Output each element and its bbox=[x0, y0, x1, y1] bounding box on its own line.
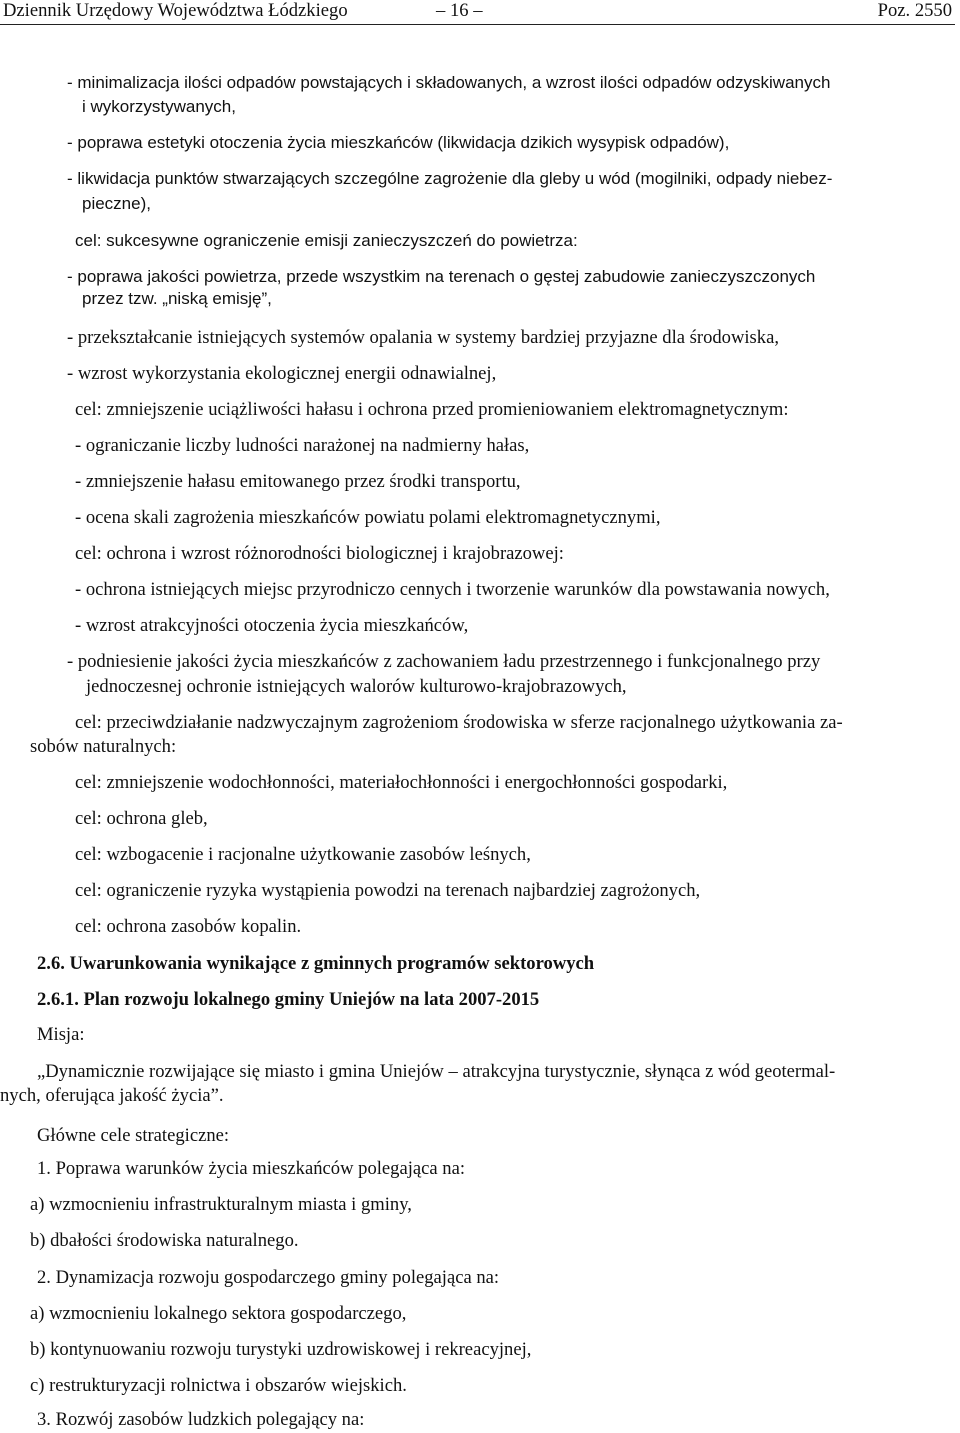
text-line: b) kontynuowaniu rozwoju turystyki uzdrowiskowej i rekreacyjnej, bbox=[30, 1339, 532, 1360]
text-line: Misja: bbox=[37, 1024, 85, 1045]
text-line: jednoczesnej ochronie istniejących walorów kulturowo-krajobrazowych, bbox=[86, 676, 627, 697]
text-line: - wzrost wykorzystania ekologicznej energii odnawialnej, bbox=[67, 363, 497, 384]
subsection-heading: 2.6.1. Plan rozwoju lokalnego gminy Uniejów na lata 2007-2015 bbox=[37, 989, 540, 1010]
text-line: - przekształcanie istniejących systemów opalania w systemy bardziej przyjazne dla środowiska, bbox=[67, 327, 779, 348]
text-line: - podniesienie jakości życia mieszkańców z zachowaniem ładu przestrzennego i funkcjonalnego przy bbox=[67, 651, 821, 672]
text-line: - poprawa estetyki otoczenia życia mieszkańców (likwidacja dzikich wysypisk odpadów), bbox=[67, 133, 730, 152]
header-rule bbox=[0, 24, 955, 25]
text-line: cel: ochrona zasobów kopalin. bbox=[75, 916, 302, 937]
text-line: Główne cele strategiczne: bbox=[37, 1125, 230, 1146]
text-line: - wzrost atrakcyjności otoczenia życia mieszkańców, bbox=[75, 615, 469, 636]
section-heading: 2.6. Uwarunkowania wynikające z gminnych programów sektorowych bbox=[37, 953, 595, 974]
text-line: cel: przeciwdziałanie nadzwyczajnym zagrożeniom środowiska w sferze racjonalnego użytkowania za- bbox=[75, 712, 843, 733]
text-line: sobów naturalnych: bbox=[30, 736, 177, 757]
text-line: - likwidacja punktów stwarzających szczególne zagrożenie dla gleby u wód (mogilniki, odpady niebez- bbox=[67, 169, 833, 188]
text-line: 3. Rozwój zasobów ludzkich polegający na: bbox=[37, 1409, 365, 1430]
text-line: cel: ograniczenie ryzyka wystąpienia powodzi na terenach najbardziej zagrożonych, bbox=[75, 880, 701, 901]
text-line: „Dynamicznie rozwijające się miasto i gmina Uniejów – atrakcyjna turystycznie, słynąca z wód geotermal- bbox=[37, 1061, 836, 1082]
page-number: – 16 – bbox=[436, 0, 483, 21]
position-number: Poz. 2550 bbox=[877, 0, 952, 21]
text-line: cel: zmniejszenie wodochłonności, materiałochłonności i energochłonności gospodarki, bbox=[75, 772, 728, 793]
journal-title: Dziennik Urzędowy Województwa Łódzkiego bbox=[3, 0, 348, 21]
text-line: nych, oferująca jakość życia”. bbox=[0, 1085, 224, 1106]
text-line: - zmniejszenie hałasu emitowanego przez środki transportu, bbox=[75, 471, 521, 492]
text-line: - minimalizacja ilości odpadów powstających i składowanych, a wzrost ilości odpadów odzyskiwanych bbox=[67, 73, 831, 92]
text-line: - ocena skali zagrożenia mieszkańców powiatu polami elektromagnetycznymi, bbox=[75, 507, 661, 528]
text-line: cel: ochrona gleb, bbox=[75, 808, 208, 829]
text-line: pieczne), bbox=[82, 194, 151, 213]
text-line: cel: wzbogacenie i racjonalne użytkowanie zasobów leśnych, bbox=[75, 844, 531, 865]
text-line: c) restrukturyzacji rolnictwa i obszarów wiejskich. bbox=[30, 1375, 407, 1396]
text-line: - ochrona istniejących miejsc przyrodniczo cennych i tworzenie warunków dla powstawania nowych, bbox=[75, 579, 830, 600]
text-line: - poprawa jakości powietrza, przede wszystkim na terenach o gęstej zabudowie zanieczyszczonych bbox=[67, 267, 816, 286]
text-line: a) wzmocnieniu lokalnego sektora gospodarczego, bbox=[30, 1303, 407, 1324]
text-line: - ograniczanie liczby ludności narażonej na nadmierny hałas, bbox=[75, 435, 530, 456]
text-line: cel: sukcesywne ograniczenie emisji zanieczyszczeń do powietrza: bbox=[75, 231, 578, 250]
text-line: a) wzmocnieniu infrastrukturalnym miasta i gminy, bbox=[30, 1194, 412, 1215]
text-line: i wykorzystywanych, bbox=[82, 97, 236, 116]
text-line: 2. Dynamizacja rozwoju gospodarczego gminy polegająca na: bbox=[37, 1267, 500, 1288]
text-line: cel: ochrona i wzrost różnorodności biologicznej i krajobrazowej: bbox=[75, 543, 564, 564]
text-line: przez tzw. „niską emisję”, bbox=[82, 289, 272, 308]
text-line: 1. Poprawa warunków życia mieszkańców polegająca na: bbox=[37, 1158, 466, 1179]
text-line: cel: zmniejszenie uciążliwości hałasu i ochrona przed promieniowaniem elektromagnetycznym: bbox=[75, 399, 789, 420]
text-line: b) dbałości środowiska naturalnego. bbox=[30, 1230, 299, 1251]
page-header bbox=[0, 0, 960, 24]
